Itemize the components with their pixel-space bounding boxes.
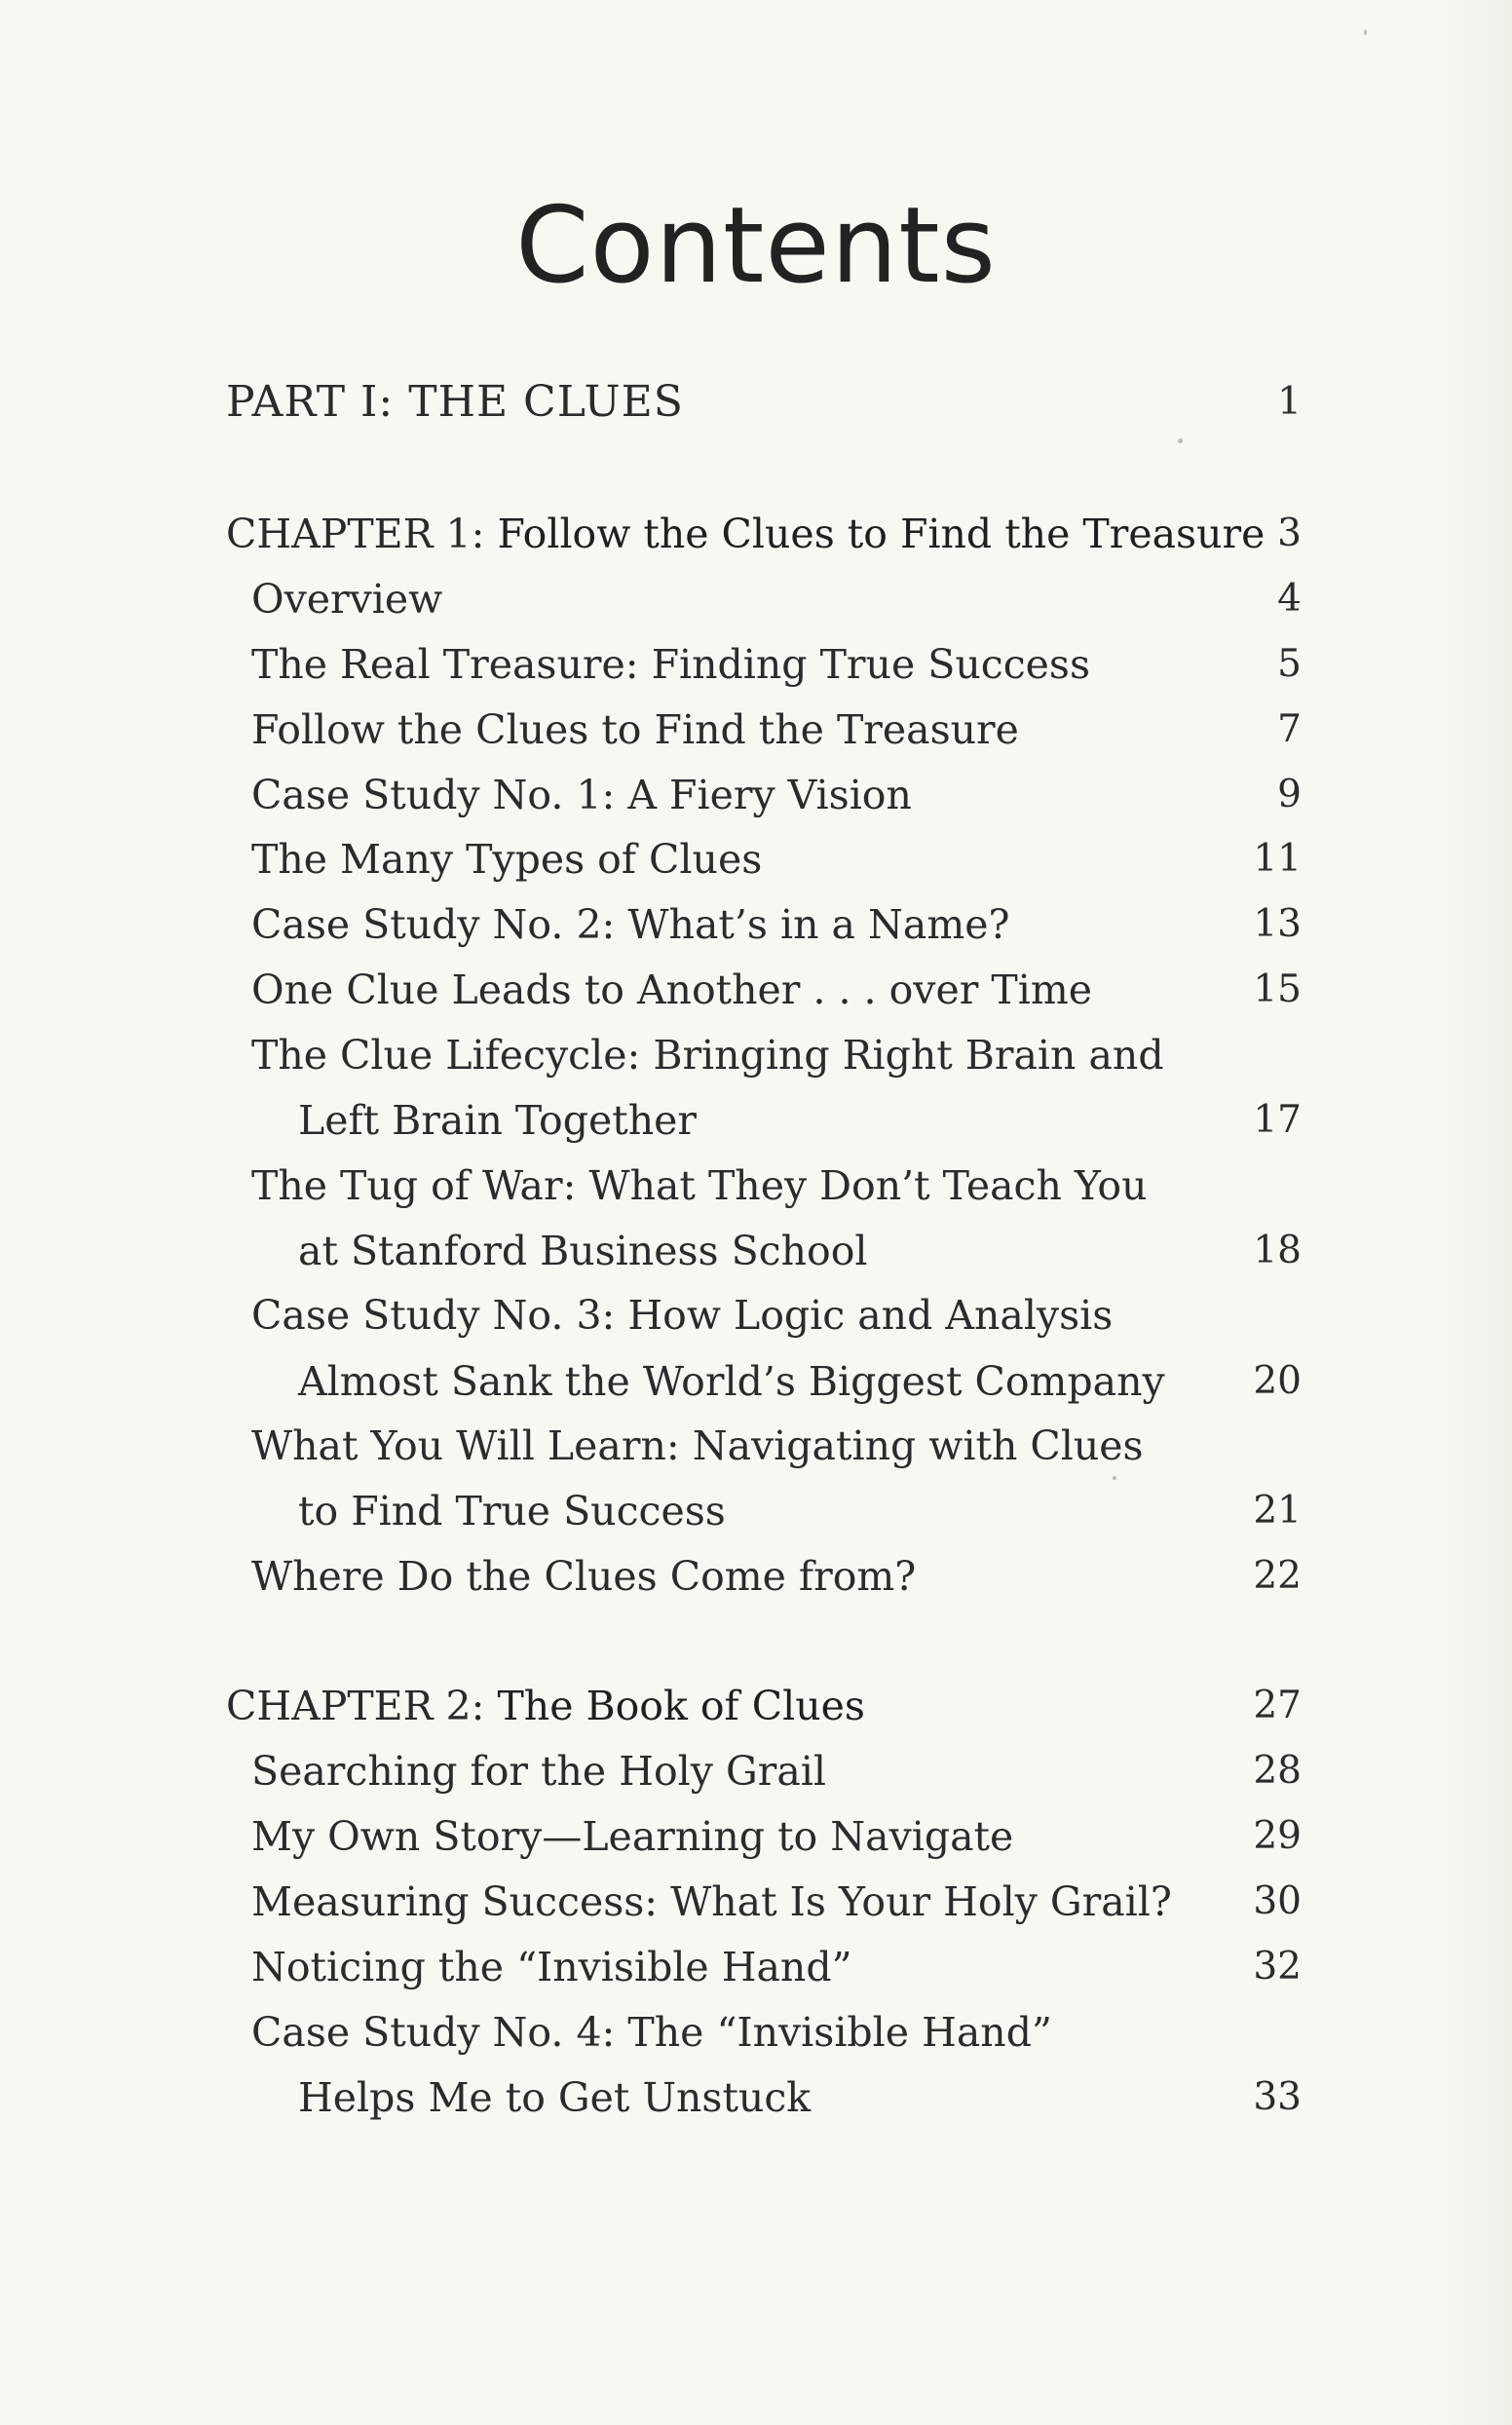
- toc-entry-line2: [298, 2065, 1302, 2130]
- entry-title-continued: at Stanford Business School: [298, 1228, 868, 1274]
- toc-entry-line1: [251, 1023, 1302, 1087]
- entry-page-number: 17: [1253, 1098, 1302, 1142]
- toc-entry: [251, 567, 1302, 631]
- toc-chapter-entry: [226, 502, 1302, 566]
- entry-title: Case Study No. 1: A Fiery Vision: [251, 772, 912, 818]
- chapter-label: CHAPTER 1:: [226, 511, 498, 557]
- entry-title: Case Study No. 4: The “Invisible Hand”: [251, 2009, 1052, 2056]
- entry-page-number: 7: [1277, 707, 1302, 751]
- entry-title: The Tug of War: What They Don’t Teach You: [251, 1162, 1148, 1209]
- entry-title-continued: Almost Sank the World’s Biggest Company: [298, 1358, 1165, 1405]
- chapter-label: CHAPTER 2:: [226, 1683, 498, 1729]
- toc-entry-line1: [251, 2000, 1302, 2065]
- toc-entry-line2: [298, 1088, 1302, 1153]
- toc-chapter-entry: [226, 1674, 1302, 1738]
- toc-part-entry: [226, 370, 1302, 435]
- entry-title: The Many Types of Clues: [251, 836, 763, 883]
- entry-page-number: 4: [1277, 577, 1302, 621]
- entry-page-number: 28: [1253, 1749, 1302, 1793]
- entry-title: Measuring Success: What Is Your Holy Grail?: [251, 1878, 1172, 1925]
- toc-entry-line1: [251, 1414, 1302, 1478]
- toc-entry: [251, 958, 1302, 1022]
- entry-page-number: 18: [1253, 1229, 1302, 1272]
- toc-entry: [251, 892, 1302, 957]
- entry-page-number: 5: [1277, 642, 1302, 686]
- entry-title: The Clue Lifecycle: Bringing Right Brain and: [251, 1032, 1164, 1079]
- toc-entry: [251, 763, 1302, 827]
- entry-title: Noticing the “Invisible Hand”: [251, 1944, 852, 1990]
- toc-entry-line1: [251, 1283, 1302, 1347]
- toc-entry: [251, 1544, 1302, 1609]
- chapter-heading: [226, 502, 1265, 566]
- entry-page-number: 21: [1253, 1489, 1302, 1533]
- entry-title-continued: Left Brain Together: [298, 1097, 697, 1144]
- entry-title: My Own Story—Learning to Navigate: [251, 1813, 1014, 1860]
- toc-entry-line1: [251, 1154, 1302, 1218]
- entry-title: Case Study No. 3: How Logic and Analysis: [251, 1292, 1114, 1339]
- chapter-title: The Book of Clues: [497, 1683, 865, 1729]
- entry-page-number: 13: [1253, 902, 1302, 946]
- entry-title: One Clue Leads to Another . . . over Time: [251, 966, 1092, 1013]
- part-page-number: 1: [1277, 380, 1302, 424]
- toc-entry: [251, 1935, 1302, 1999]
- toc-entry: [251, 632, 1302, 697]
- entry-title: The Real Treasure: Finding True Success: [251, 641, 1090, 688]
- toc-entry: [251, 1804, 1302, 1869]
- entry-title-continued: to Find True Success: [298, 1488, 726, 1535]
- part-label: PART I: THE CLUES: [226, 377, 684, 427]
- entry-page-number: 22: [1253, 1554, 1302, 1598]
- entry-page-number: 29: [1253, 1814, 1302, 1858]
- toc-entry: [251, 698, 1302, 762]
- entry-title: Searching for the Holy Grail: [251, 1748, 826, 1795]
- toc-entry-line2: [298, 1479, 1302, 1543]
- entry-title: Overview: [251, 576, 443, 623]
- entry-page-number: 9: [1277, 773, 1302, 816]
- paper-speck: [1364, 29, 1367, 35]
- entry-title: Follow the Clues to Find the Treasure: [251, 706, 1019, 753]
- entry-title: What You Will Learn: Navigating with Clues: [251, 1422, 1144, 1469]
- chapter-page-number: 27: [1253, 1684, 1302, 1727]
- entry-title: Case Study No. 2: What’s in a Name?: [251, 901, 1010, 948]
- entry-title: Where Do the Clues Come from?: [251, 1553, 917, 1600]
- chapter-heading: [226, 1674, 865, 1738]
- paper-speck: [1178, 438, 1183, 443]
- page-title: Contents: [515, 185, 997, 307]
- entry-page-number: 11: [1253, 837, 1302, 881]
- entry-page-number: 20: [1253, 1359, 1302, 1403]
- toc-entry-line2: [298, 1219, 1302, 1283]
- chapter-page-number: 3: [1277, 512, 1302, 555]
- entry-page-number: 33: [1253, 2075, 1302, 2119]
- entry-title-continued: Helps Me to Get Unstuck: [298, 2074, 812, 2121]
- entry-page-number: 32: [1253, 1945, 1302, 1989]
- toc-entry: [251, 1739, 1302, 1803]
- page-edge-shade: [1424, 0, 1512, 2425]
- toc-entry: [251, 1870, 1302, 1934]
- entry-page-number: 30: [1253, 1879, 1302, 1923]
- chapter-title: Follow the Clues to Find the Treasure: [497, 511, 1266, 557]
- toc-entry: [251, 827, 1302, 891]
- toc-entry-line2: [298, 1349, 1302, 1414]
- entry-page-number: 15: [1253, 967, 1302, 1011]
